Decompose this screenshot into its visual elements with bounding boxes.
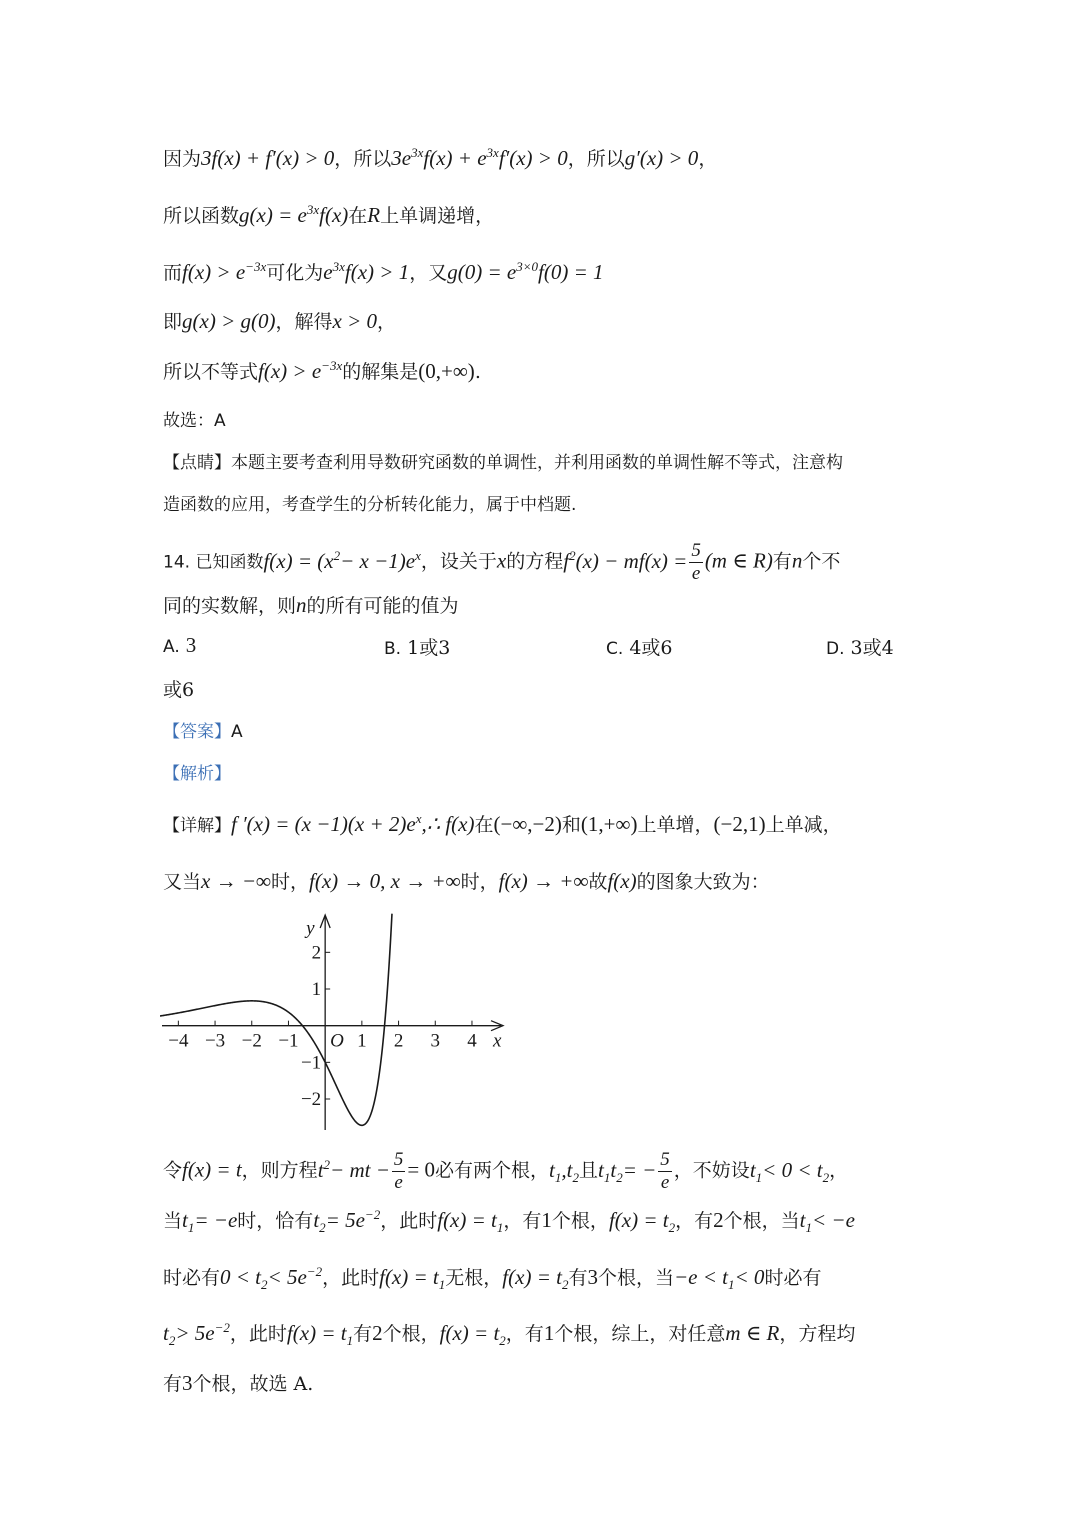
math-part: < −e	[812, 1208, 855, 1232]
detail-line-7	[163, 1368, 923, 1399]
answer-value: A	[231, 722, 243, 742]
math-part: t	[163, 1321, 169, 1345]
superscript: x	[415, 811, 422, 826]
fraction-numerator: 5	[393, 1149, 404, 1170]
option-b	[384, 633, 450, 660]
curve-layer	[160, 914, 392, 1126]
text: ，此时	[380, 1210, 438, 1232]
math-expr	[231, 812, 474, 836]
y-tick-label: 1	[311, 979, 322, 1000]
math-part: f′(x) > 0	[498, 146, 568, 170]
text: 和	[561, 814, 581, 836]
fraction	[689, 540, 703, 585]
text: 时必有	[764, 1267, 822, 1289]
subscript: 2	[616, 1169, 623, 1185]
text: 时，	[460, 871, 499, 893]
math-part: − x −1)e	[340, 548, 416, 573]
detail-line-5	[163, 1262, 923, 1293]
text: .	[474, 361, 481, 383]
text-line-5	[163, 356, 923, 387]
text: 上单减，	[765, 814, 842, 836]
fraction-denominator: e	[691, 563, 701, 584]
text: 在	[474, 814, 494, 836]
math-number: 1	[541, 1208, 552, 1232]
superscript: 2	[569, 547, 576, 563]
text-line-3	[163, 257, 923, 288]
text: 有	[772, 550, 792, 573]
text: 造函数的应用，考查学生的分析转化能力，属于中档题.	[163, 495, 577, 515]
text: 个根，	[551, 1210, 609, 1232]
function-graph	[160, 912, 505, 1132]
math-part: f(x) = t	[439, 1321, 500, 1345]
text: 个根，当	[597, 1267, 674, 1289]
text: 有	[163, 1373, 183, 1395]
math-part: −e < t	[674, 1265, 728, 1289]
math-expr	[323, 260, 409, 284]
math-part: f(x) + e	[423, 146, 487, 170]
text: 无根，	[445, 1267, 503, 1289]
math-part: f(x) = t	[379, 1265, 439, 1289]
x-tick-label: −4	[168, 1030, 189, 1052]
math-expr	[563, 549, 687, 573]
text: ，	[377, 311, 397, 333]
detail-heading: 【详解】	[163, 816, 231, 836]
text: ，所以	[334, 148, 392, 170]
math-part: t	[313, 1208, 320, 1232]
x-tick-label: 3	[430, 1030, 441, 1052]
text: 而	[163, 262, 183, 284]
axes	[162, 915, 503, 1130]
math-part: g(x) = e	[239, 203, 307, 227]
superscript: −3x	[245, 259, 267, 274]
math-expr: f(x) = t	[182, 1157, 242, 1182]
subscript: 1	[554, 1169, 562, 1185]
text-line-2	[163, 200, 923, 231]
text: ，有	[675, 1210, 714, 1232]
math-expr: (−∞,−2)	[493, 812, 562, 836]
text: 故选：A	[163, 411, 226, 431]
option-value: 3或4	[850, 637, 894, 659]
text: ，此时	[229, 1323, 287, 1345]
question-14-line-1	[163, 540, 923, 585]
math-part: ,t	[561, 1157, 573, 1182]
math-expr	[502, 1265, 569, 1293]
x-tick-label: 2	[393, 1030, 404, 1052]
answer-line	[163, 717, 923, 747]
math-expr	[258, 359, 342, 383]
x-tick-label: −3	[204, 1030, 226, 1052]
math-part: g(0) = e	[447, 260, 517, 284]
math-part: f(x) > e	[258, 359, 322, 383]
math-expr: f(x) → +∞	[498, 869, 589, 893]
text: 在	[348, 205, 368, 227]
option-a	[163, 633, 196, 658]
text: 有	[353, 1323, 373, 1345]
text: 【点睛】本题主要考查利用导数研究函数的单调性，并利用函数的单调性解不等式，注意构	[163, 453, 843, 473]
subscript: 1	[187, 1220, 195, 1236]
subscript: 2	[168, 1333, 176, 1349]
text: 有	[568, 1267, 588, 1289]
math-expr	[549, 1157, 579, 1185]
math-expr	[608, 1208, 676, 1236]
math-part: t	[597, 1157, 604, 1182]
math-part: f(x) = (x	[263, 548, 334, 573]
subscript: 1	[728, 1277, 735, 1293]
math-part: f(x) = t	[502, 1265, 562, 1289]
text: 可化为	[266, 262, 324, 284]
text: ，此时	[322, 1267, 380, 1289]
math-part: f(x) > e	[182, 260, 246, 284]
text: 即	[163, 311, 183, 333]
text: 个根，	[382, 1323, 440, 1345]
math-part: f(x) = t	[437, 1208, 497, 1232]
math-expr	[799, 1208, 855, 1236]
analysis-heading-line	[163, 759, 923, 789]
subscript: 2	[822, 1169, 830, 1185]
text: 个根，当	[723, 1210, 800, 1232]
math-number: 1	[543, 1321, 555, 1345]
math-part: (x) − mf(x) =	[575, 548, 688, 573]
math-expr	[597, 1157, 657, 1185]
text: ，	[698, 148, 718, 170]
math-var: n	[791, 548, 803, 573]
text: 令	[163, 1159, 183, 1182]
superscript: 3x	[486, 145, 499, 160]
math-part: f(x) > 1	[344, 260, 410, 284]
option-value: 3	[185, 633, 197, 657]
math-part: t	[749, 1157, 756, 1182]
math-expr: g(x) > g(0)	[182, 309, 276, 333]
math-part: < 0 < t	[762, 1157, 823, 1182]
math-part: t	[182, 1208, 188, 1232]
subscript: 1	[603, 1169, 611, 1185]
subscript: 1	[805, 1220, 812, 1236]
y-tick-label: −2	[300, 1089, 322, 1110]
fraction-numerator: 5	[660, 1149, 670, 1170]
option-d-continuation	[163, 675, 923, 705]
math-part: t	[549, 1157, 555, 1182]
math-expr	[379, 1265, 446, 1293]
y-tick-label: 2	[311, 942, 322, 964]
math-expr	[163, 1320, 230, 1349]
option-label: B.	[384, 639, 402, 659]
math-part: f ′(x) = (x −1)(x + 2)e	[231, 812, 416, 836]
analysis-heading: 【解析】	[163, 764, 231, 784]
math-expr: m ∈ R	[725, 1321, 780, 1345]
detail-line-1	[163, 809, 923, 841]
text: ，有	[505, 1323, 544, 1345]
math-expr	[318, 1158, 390, 1182]
text: 同的实数解，则	[163, 595, 297, 617]
text: ，则方程	[241, 1159, 318, 1182]
math-expr	[749, 1157, 830, 1185]
option-value: 4或6	[629, 637, 673, 659]
text: 14. 已知函数	[163, 552, 264, 573]
math-expr	[447, 260, 603, 284]
text: 个根，综上，对任意	[554, 1323, 726, 1345]
math-var: n	[296, 593, 307, 617]
subscript: 1	[496, 1220, 504, 1236]
text: 必有两个根，	[434, 1159, 549, 1182]
x-tick-label: −2	[241, 1030, 262, 1052]
superscript: 3x	[332, 259, 345, 274]
math-part: t	[610, 1157, 617, 1182]
text: 时，恰有	[237, 1210, 314, 1232]
math-expr	[391, 146, 567, 170]
math-part: t	[799, 1208, 806, 1232]
math-part: f(x) = t	[608, 1208, 669, 1232]
subscript: 1	[755, 1169, 763, 1185]
text: 的方程	[506, 550, 564, 573]
math-part: = −	[622, 1157, 657, 1182]
x-tick-label: −1	[278, 1030, 299, 1052]
math-number: 3	[182, 1371, 193, 1395]
subscript: 2	[561, 1277, 569, 1293]
math-part: f	[563, 548, 570, 573]
math-number: 2	[713, 1208, 724, 1232]
text-line-1	[163, 143, 923, 174]
math-part: − mt −	[330, 1157, 390, 1182]
text: 的解集是	[342, 361, 419, 383]
fraction-numerator: 5	[691, 540, 701, 561]
question-14-line-2	[163, 590, 923, 621]
x-tick-label: 1	[357, 1030, 367, 1052]
math-part: f(x) = t	[286, 1321, 347, 1345]
subscript: 1	[438, 1277, 446, 1293]
answer-heading: 【答案】	[163, 722, 231, 742]
math-number: 2	[372, 1321, 383, 1345]
option-value: 1或3	[407, 637, 451, 659]
text: 个不	[802, 550, 841, 573]
math-expr	[313, 1207, 381, 1236]
option-d	[826, 633, 894, 660]
detail-line-2	[163, 866, 923, 897]
superscript: −3x	[321, 358, 343, 373]
superscript: −2	[306, 1264, 323, 1279]
math-expr: x → −∞	[201, 869, 271, 893]
math-expr: = 0	[407, 1157, 435, 1182]
superscript: −2	[364, 1207, 381, 1222]
text: 或6	[163, 679, 195, 701]
math-expr	[437, 1208, 504, 1236]
math-expr: (0,+∞)	[418, 359, 475, 383]
math-expr	[263, 549, 420, 573]
math-part: f(x)	[319, 203, 349, 227]
option-label: C.	[606, 639, 624, 659]
math-part: 0 < t	[220, 1265, 262, 1289]
fraction	[392, 1149, 406, 1194]
fraction	[658, 1149, 672, 1194]
math-part: t	[317, 1157, 324, 1182]
math-part: < 5e	[267, 1265, 307, 1289]
text-line-8	[163, 490, 923, 520]
subscript: 2	[572, 1169, 579, 1185]
math-number: 3	[587, 1265, 598, 1289]
x-tick-label: 4	[467, 1030, 477, 1052]
text: ，有	[503, 1210, 542, 1232]
subscript: 2	[261, 1277, 268, 1293]
text: ，不妨设	[673, 1159, 750, 1182]
text: ，解得	[275, 311, 333, 333]
fraction-denominator: e	[660, 1172, 670, 1193]
math-expr: (m ∈ R)	[704, 548, 773, 573]
detail-line-3	[163, 1149, 923, 1194]
math-expr: g′(x) > 0	[624, 146, 699, 170]
math-part: < 0	[734, 1265, 765, 1289]
detail-line-6	[163, 1318, 923, 1349]
text: 的图象大致为：	[636, 871, 770, 893]
math-part: 3e	[391, 146, 412, 170]
math-expr: (−2,1)	[713, 812, 766, 836]
text: 个根，故选 A.	[192, 1373, 314, 1395]
option-label: A.	[163, 637, 180, 657]
text: ，方程均	[779, 1323, 856, 1345]
math-expr: x > 0	[332, 309, 377, 333]
math-part: > 5e	[175, 1321, 215, 1345]
text: 当	[163, 1210, 183, 1232]
text: 的所有可能的值为	[306, 595, 459, 617]
text: 又当	[163, 871, 202, 893]
function-curve	[160, 914, 392, 1126]
text: ，	[829, 1159, 849, 1182]
subscript: 2	[668, 1220, 676, 1236]
superscript: −2	[214, 1320, 230, 1335]
text: 因为	[163, 148, 202, 170]
math-part: = −e	[194, 1208, 238, 1232]
math-part: f(0) = 1	[538, 260, 604, 284]
text: 所以不等式	[163, 361, 259, 383]
math-expr: f(x)	[607, 869, 637, 893]
subscript: 2	[319, 1220, 326, 1236]
superscript: 3x	[306, 202, 320, 217]
text: ，所以	[567, 148, 625, 170]
text: 时，	[270, 871, 309, 893]
math-expr	[439, 1321, 506, 1349]
text: 所以函数	[163, 205, 240, 227]
tick-labels	[168, 918, 502, 1110]
superscript: 3×0	[516, 259, 538, 274]
text-line-7	[163, 448, 923, 478]
text-line-4	[163, 306, 923, 337]
math-expr	[286, 1321, 354, 1349]
superscript: 2	[333, 547, 341, 563]
math-part: e	[323, 260, 333, 284]
math-expr	[182, 1208, 238, 1236]
math-var: R	[367, 203, 381, 227]
superscript: 2	[323, 1156, 331, 1172]
x-axis-label: x	[493, 1030, 502, 1052]
math-expr: 3f(x) + f′(x) > 0	[201, 146, 335, 170]
y-axis-label: y	[306, 918, 315, 939]
math-expr	[220, 1264, 323, 1293]
text-line-6	[163, 406, 923, 436]
text: 时必有	[163, 1267, 221, 1289]
math-expr	[182, 260, 266, 284]
detail-line-4	[163, 1205, 923, 1236]
text: 故	[588, 871, 608, 893]
subscript: 2	[499, 1333, 506, 1349]
math-part: ,∴ f(x)	[421, 812, 475, 836]
math-part: = 5e	[325, 1208, 365, 1232]
origin-label: O	[330, 1030, 344, 1052]
superscript: 3x	[411, 145, 424, 160]
y-tick-label: −1	[300, 1052, 322, 1074]
math-expr	[239, 203, 348, 227]
text: ，又	[409, 262, 448, 284]
option-c	[606, 633, 673, 660]
text: 上单调递增，	[380, 205, 495, 227]
math-expr: (1,+∞)	[580, 812, 638, 836]
text: 且	[578, 1159, 598, 1182]
math-expr	[674, 1265, 765, 1293]
text: 上单增，	[637, 814, 714, 836]
superscript: x	[415, 547, 421, 563]
text: ，设关于	[420, 550, 497, 573]
math-expr: f(x) → 0, x → +∞	[309, 869, 461, 893]
subscript: 1	[346, 1333, 354, 1349]
option-label: D.	[826, 639, 845, 659]
math-var: x	[496, 548, 507, 573]
fraction-denominator: e	[394, 1172, 403, 1193]
